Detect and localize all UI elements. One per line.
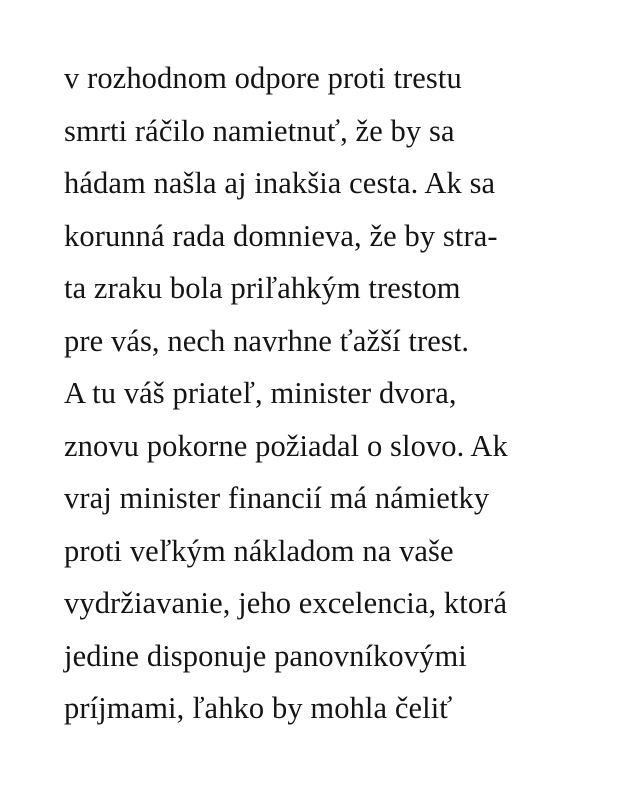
- text-line: korunná rada domnieva, že by stra-: [64, 218, 498, 253]
- text-line: príjmami, ľahko by mohla čeliť: [64, 691, 453, 725]
- text-line: v rozhodnom odpore proti trestu: [64, 61, 462, 95]
- text-line: ta zraku bola priľahkým trestom: [64, 271, 461, 305]
- text-line: hádam našla aj inakšia cesta. Ak sa: [64, 166, 496, 200]
- text-line: proti veľkým nákladom na vaše: [64, 533, 454, 568]
- text-line: vraj minister financií má námietky: [64, 481, 490, 515]
- text-line: A tu váš priateľ, minister dvora,: [64, 376, 457, 410]
- text-line: jedine disponuje panovníkovými: [64, 638, 467, 673]
- body-text: [64, 52, 624, 735]
- text-line: pre vás, nech navrhne ťažší trest.: [64, 323, 470, 358]
- text-line: smrti ráčilo namietnuť, že by sa: [64, 113, 455, 148]
- text-line: vydržiavanie, jeho excelencia, ktorá: [64, 586, 508, 620]
- text-line: znovu pokorne požiadal o slovo. Ak: [64, 428, 508, 463]
